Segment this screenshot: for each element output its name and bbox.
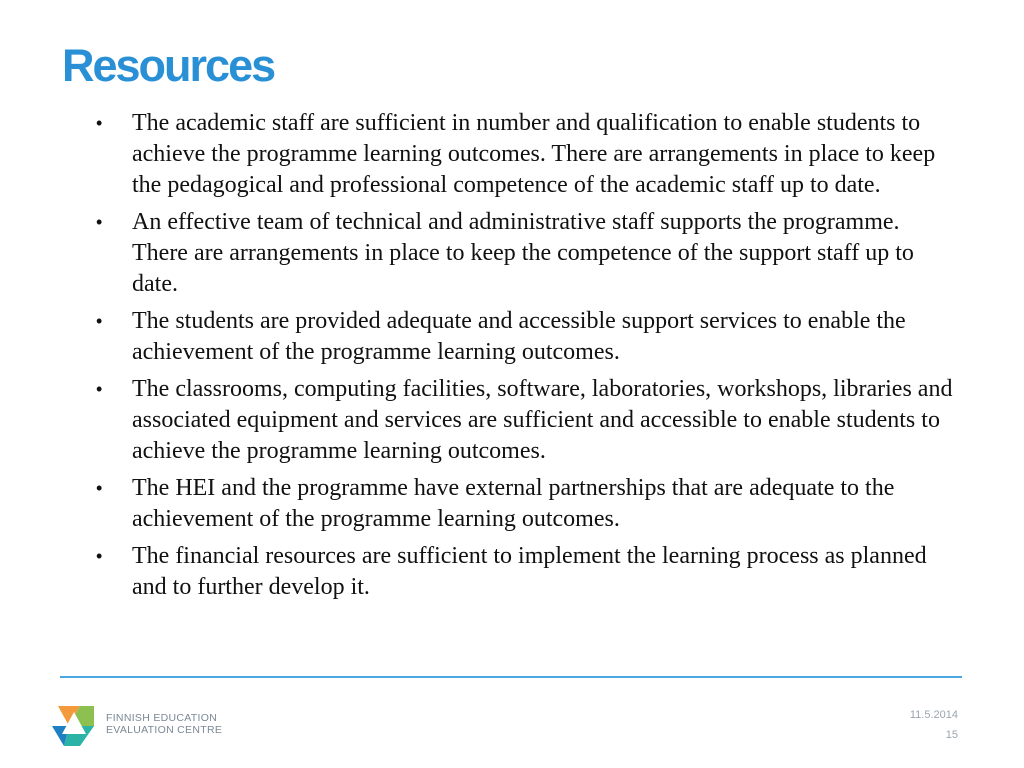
bullet-text: An effective team of technical and administrative staff supports the programme. There are arrangements in place to keep the competence of the support staff up to date. <box>132 209 914 297</box>
bullet-text: The students are provided adequate and accessible support services to enable the achievement of the programme learning outcomes. <box>132 308 906 365</box>
bullet-text: The academic staff are sufficient in number and qualification to enable students to achieve the programme learning outcomes. There are arrangements in place to keep the pedagogical and professional competence of the academic staff up to date. <box>132 110 936 198</box>
footer-divider <box>60 676 962 678</box>
finnish-education-evaluation-centre-logo-icon <box>50 700 98 748</box>
bullet-text: The classrooms, computing facilities, software, laboratories, workshops, libraries and associated equipment and services are sufficient and accessible to enable students to achieve the programme learning outcomes. <box>132 376 953 464</box>
bullet-item <box>80 473 960 535</box>
organization-logo <box>50 700 223 748</box>
bullet-item <box>80 541 960 603</box>
bullet-list <box>80 108 960 609</box>
footer-date: 11.5.2014 <box>909 709 958 721</box>
slide-title: Resources <box>62 40 275 91</box>
bullet-icon: • <box>96 311 103 331</box>
bullet-item <box>80 374 960 467</box>
bullet-text: The financial resources are sufficient to implement the learning process as planned and to further develop it. <box>132 543 927 600</box>
logo-text-line-1: FINNISH EDUCATION <box>106 712 218 724</box>
bullet-icon: • <box>96 113 103 133</box>
bullet-icon: • <box>96 212 103 232</box>
bullet-icon: • <box>96 546 103 566</box>
bullet-item <box>80 108 960 201</box>
bullet-text: The HEI and the programme have external partnerships that are adequate to the achievement of the programme learning outcomes. <box>132 475 895 532</box>
logo-text <box>106 712 222 736</box>
bullet-item <box>80 306 960 368</box>
bullet-icon: • <box>96 478 103 498</box>
bullet-item <box>80 207 960 300</box>
page-number: 15 <box>945 729 958 741</box>
bullet-icon: • <box>96 379 103 399</box>
logo-text-line-2: EVALUATION CENTRE <box>106 724 223 736</box>
